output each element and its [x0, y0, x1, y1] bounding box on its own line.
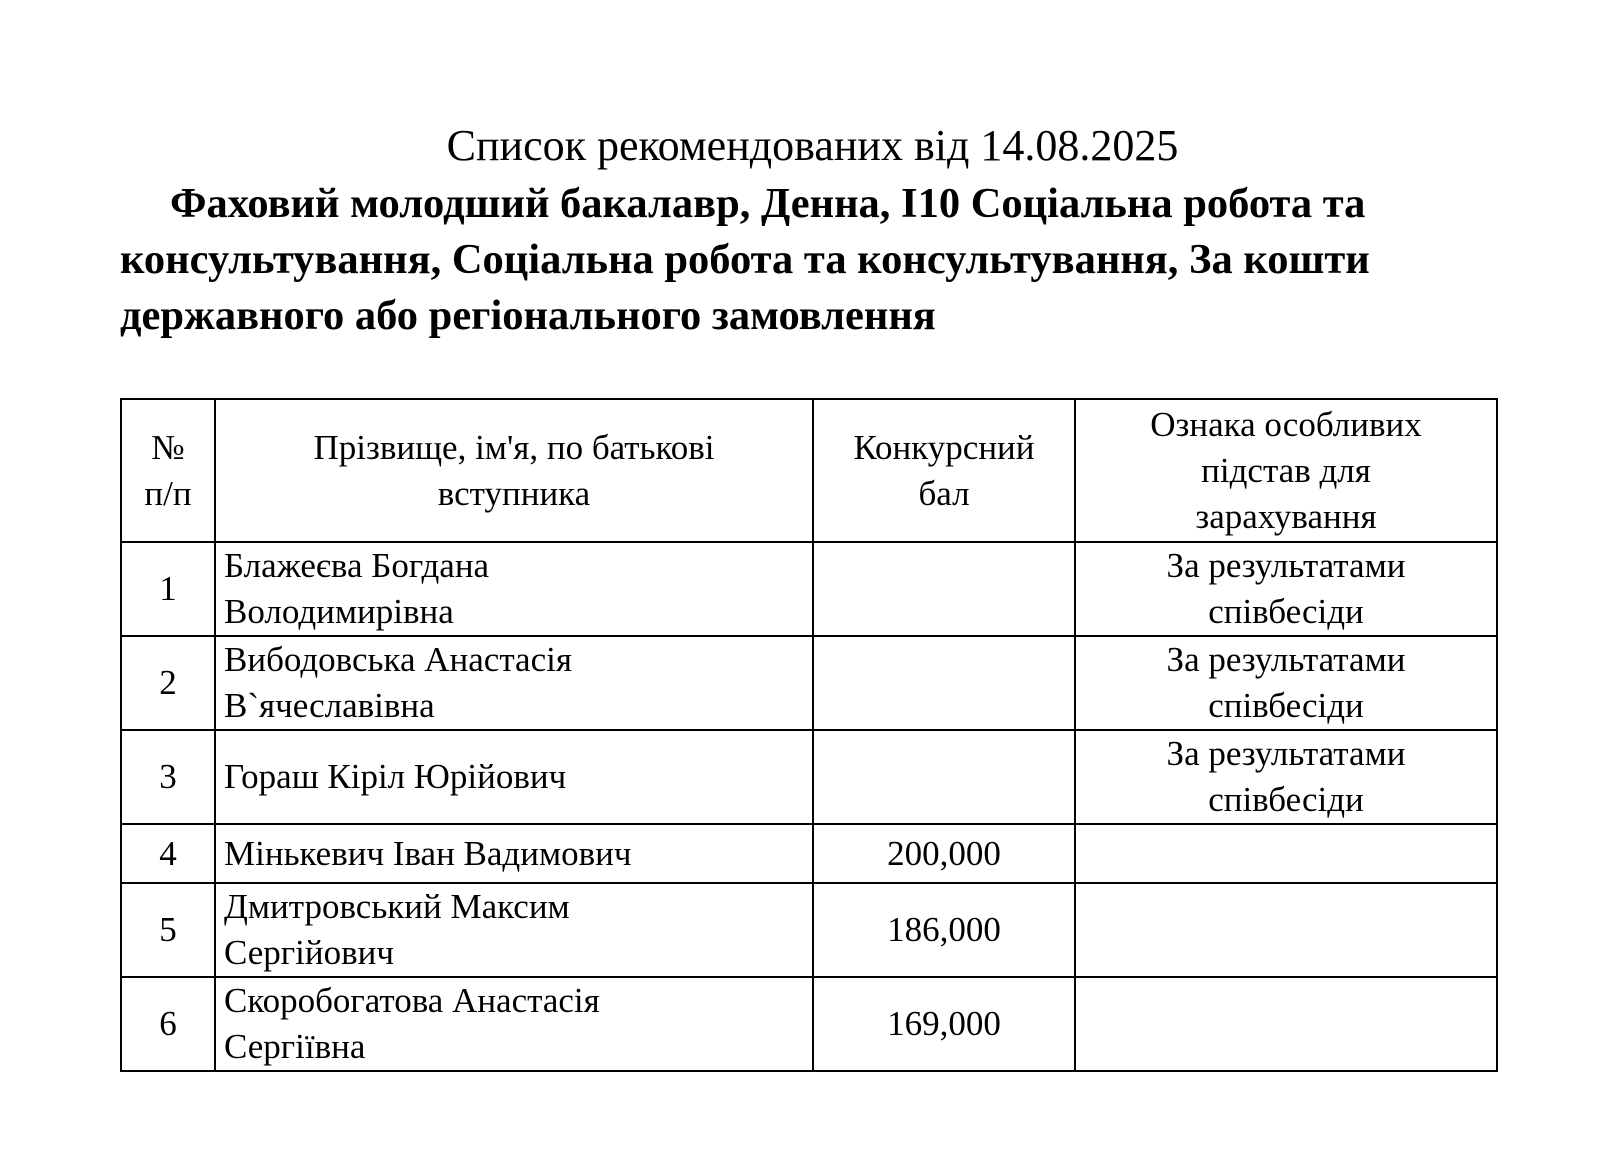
applicant-name-line: Блажеєва Богдана: [224, 546, 490, 585]
applicant-name-line: Дмитровський Максим: [224, 887, 570, 926]
special-grounds-line: співбесіди: [1208, 592, 1364, 631]
special-grounds: [1075, 730, 1497, 824]
table-row: [121, 977, 1497, 1071]
row-number: 3: [121, 730, 215, 824]
row-number: 5: [121, 883, 215, 977]
table-row: [121, 636, 1497, 730]
competitive-score: [813, 636, 1075, 730]
applicant-name: [215, 730, 813, 824]
applicant-name: [215, 977, 813, 1071]
table-row: [121, 883, 1497, 977]
special-grounds-line: співбесіди: [1208, 780, 1364, 819]
special-grounds: [1075, 824, 1497, 883]
competitive-score: 200,000: [813, 824, 1075, 883]
competitive-score: 169,000: [813, 977, 1075, 1071]
special-grounds-line: За результатами: [1166, 546, 1406, 585]
special-grounds: [1075, 883, 1497, 977]
header-name: [215, 399, 813, 542]
applicant-name-line: Вибодовська Анастасія: [224, 640, 572, 679]
special-grounds-line: За результатами: [1166, 640, 1406, 679]
table-row: [121, 542, 1497, 636]
row-number: 2: [121, 636, 215, 730]
applicant-name: [215, 636, 813, 730]
special-grounds: [1075, 636, 1497, 730]
applicant-name-line: Володимирівна: [224, 592, 454, 631]
special-grounds-line: співбесіди: [1208, 686, 1364, 725]
applicant-name-line: В`ячеславівна: [224, 686, 435, 725]
applicant-name-line: Мінькевич Іван Вадимович: [224, 833, 632, 873]
applicant-name: [215, 542, 813, 636]
header-name-line: вступника: [437, 473, 591, 513]
row-number: 4: [121, 824, 215, 883]
page-title: Список рекомендованих від 14.08.2025: [446, 121, 1179, 170]
header-score-line: бал: [918, 473, 970, 513]
header-special-grounds-line: зарахування: [1195, 496, 1377, 536]
header-special-grounds: [1075, 399, 1497, 542]
header-special-grounds-line: Ознака особливих: [1150, 404, 1422, 444]
applicant-name: [215, 883, 813, 977]
applicant-name-line: Гораш Кіріл Юрійович: [224, 757, 567, 796]
recommended-applicants-table: [120, 398, 1498, 1072]
header-number: [121, 399, 215, 542]
header-score-line: Конкурсний: [853, 427, 1035, 467]
applicant-name-line: Скоробогатова Анастасія: [224, 981, 600, 1020]
header-score: [813, 399, 1075, 542]
header-number-line: №: [151, 427, 185, 467]
table-row: [121, 824, 1497, 883]
special-grounds-line: За результатами: [1166, 734, 1406, 773]
header-special-grounds-line: підстав для: [1201, 450, 1371, 490]
table-row: [121, 730, 1497, 824]
header-name-line: Прізвище, ім'я, по батькові: [313, 427, 715, 467]
row-number: 1: [121, 542, 215, 636]
table-header-row: [121, 399, 1497, 542]
header-number-line: п/п: [144, 473, 192, 513]
special-grounds: [1075, 977, 1497, 1071]
competitive-score: [813, 730, 1075, 824]
applicant-name-line: Сергійович: [224, 933, 394, 972]
row-number: 6: [121, 977, 215, 1071]
special-grounds: [1075, 542, 1497, 636]
applicant-name: [215, 824, 813, 883]
competitive-score: [813, 542, 1075, 636]
applicant-name-line: Сергіївна: [224, 1027, 366, 1066]
program-subtitle: Фаховий молодший бакалавр, Денна, I10 Соціальна робота та консультування, Соціальна робота та консультування, За кошти державного або регіонального замовлення: [120, 180, 1370, 339]
competitive-score: 186,000: [813, 883, 1075, 977]
